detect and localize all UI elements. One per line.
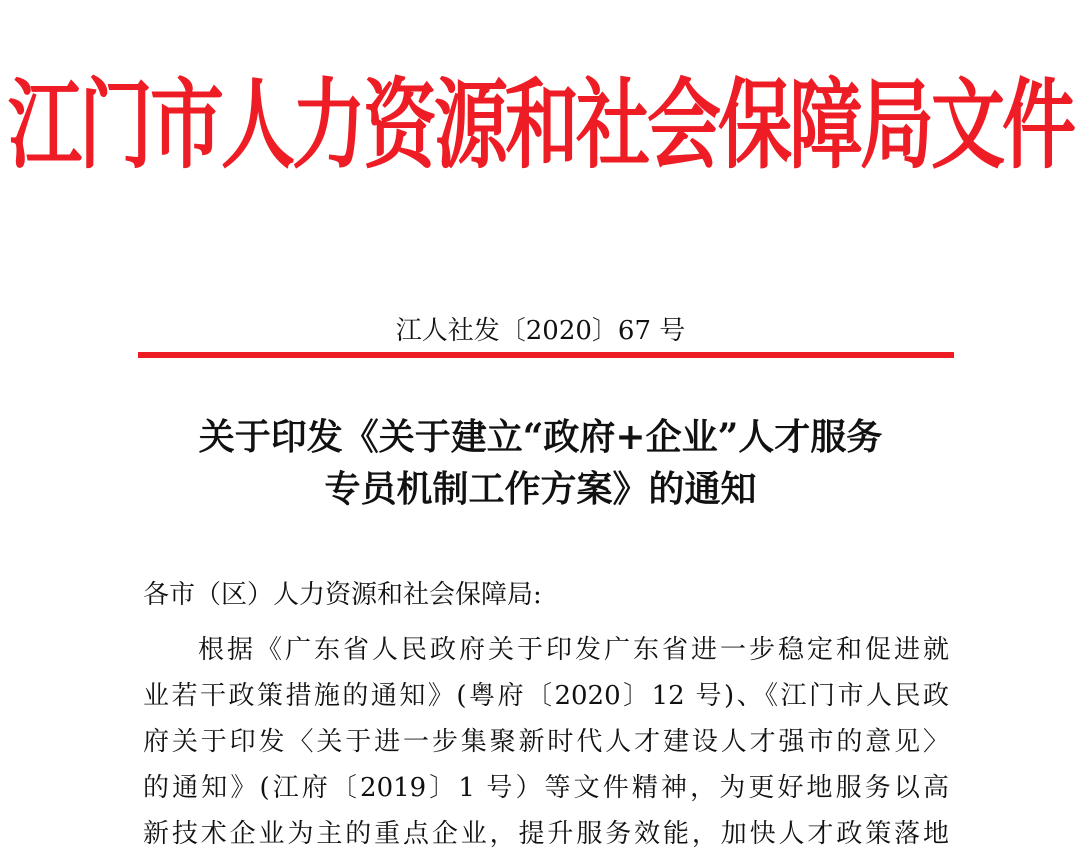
- body-line-3: 府关于印发〈关于进一步集聚新时代人才建设人才强市的意见〉: [143, 727, 949, 757]
- body-line-1: 根据《广东省人民政府关于印发广东省进一步稳定和促进就: [198, 635, 949, 665]
- masthead-title: 江门市人力资源和社会保障局文件: [8, 69, 1073, 183]
- document-number: 江人社发〔2020〕67 号: [395, 316, 686, 346]
- red-divider: [138, 352, 954, 358]
- document-title-line-2: 专员机制工作方案》的通知: [324, 468, 757, 510]
- document-title-line-1: 关于印发《关于建立“政府+企业”人才服务: [198, 416, 883, 458]
- body-line-5: 新技术企业为主的重点企业，提升服务效能，加快人才政策落地: [143, 819, 949, 849]
- body-line-2: 业若干政策措施的通知》(粤府〔2020〕12 号)、《江门市人民政: [143, 681, 949, 711]
- salutation: 各市（区）人力资源和社会保障局:: [143, 580, 542, 610]
- body-line-4: 的通知》(江府〔2019〕1 号）等文件精神，为更好地服务以高: [143, 773, 949, 803]
